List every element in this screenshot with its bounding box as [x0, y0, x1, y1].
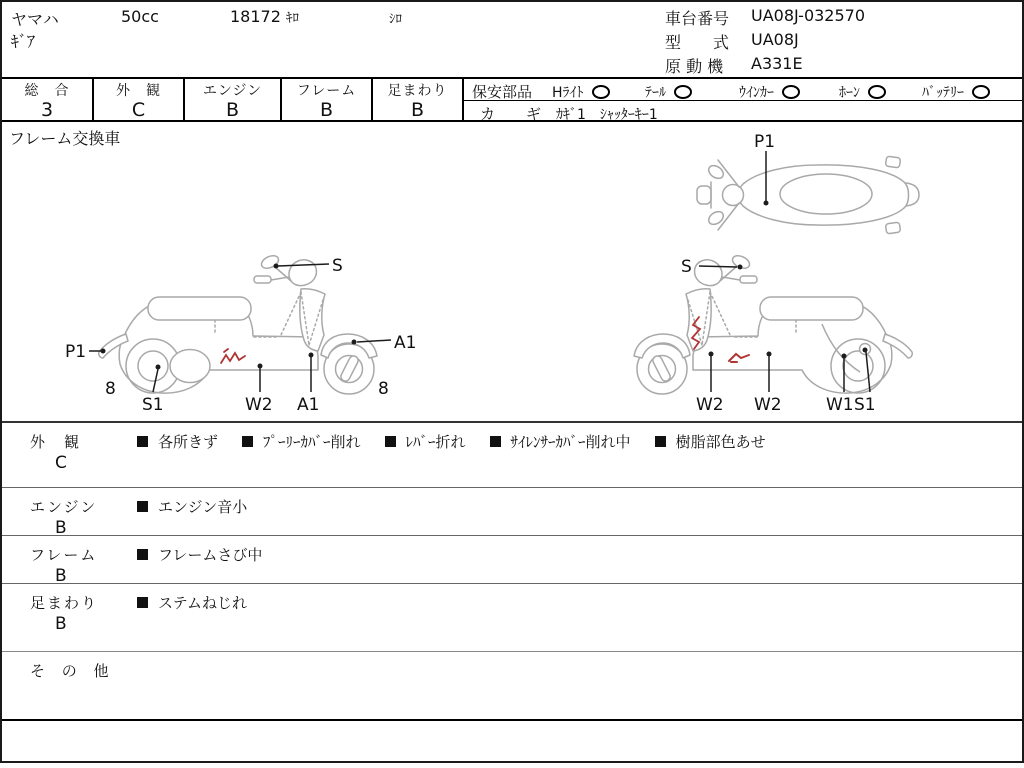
safety-parts-row	[464, 79, 1022, 101]
maker-name: ヤマハ	[11, 10, 59, 29]
section-other	[2, 651, 1022, 719]
section-grade: C	[55, 453, 67, 473]
safety-item-name: ﾎｰﾝ	[839, 85, 860, 101]
mileage	[230, 7, 299, 26]
defect-list	[137, 431, 766, 452]
defect-text: ｻｲﾚﾝｻｰｶﾊﾞｰ削れ中	[510, 433, 631, 451]
defect-text: エンジン音小	[158, 498, 248, 516]
model-name: ｷﾞｱ	[11, 32, 36, 51]
section-engine	[2, 487, 1022, 538]
section-label: エンジン	[30, 498, 98, 516]
defect-item	[242, 431, 361, 452]
defect-item	[490, 431, 631, 452]
scooter-top-view	[697, 156, 919, 234]
section-label: フレーム	[30, 546, 98, 564]
defect-bullet-icon	[655, 436, 666, 447]
blank-row	[2, 719, 1022, 759]
defect-bullet-icon	[490, 436, 501, 447]
section-grade: B	[55, 518, 67, 538]
scooter-left-side-view	[634, 253, 912, 394]
grade-value: C	[131, 99, 146, 121]
engine-label: 原 動 機	[665, 57, 724, 76]
section-exterior	[2, 421, 1022, 487]
panel-label-a1: A1	[394, 333, 417, 353]
safety-item-name: ｳｲﾝｶｰ	[739, 85, 774, 101]
panel-label-8: 8	[105, 379, 116, 399]
section-label: 外 観	[30, 433, 82, 451]
status-ok-circle-icon	[972, 85, 990, 99]
safety-item-horn	[839, 82, 886, 102]
status-ok-circle-icon	[674, 85, 692, 99]
defect-bullet-icon	[242, 436, 253, 447]
displacement: 50cc	[121, 7, 159, 26]
grade-row	[2, 77, 1022, 122]
defect-text: 各所きず	[158, 433, 219, 451]
key-row	[464, 101, 1022, 123]
safety-item-headlight	[552, 82, 610, 102]
muffler	[170, 350, 210, 383]
grade-cell-undercarriage	[373, 79, 464, 120]
panel-label-w2: W2	[245, 395, 273, 415]
type-label: 型 式	[665, 33, 730, 52]
grade-value: 3	[40, 99, 54, 121]
grade-label: 外 観	[116, 83, 161, 99]
chassis-number-row	[665, 6, 865, 29]
section-label: そ の 他	[30, 662, 115, 680]
grade-value: B	[225, 99, 240, 121]
grade-cell-exterior	[94, 79, 185, 120]
panel-label-w1: W1	[826, 395, 854, 415]
rear-peg	[885, 156, 900, 168]
safety-item-tail	[645, 82, 692, 102]
section-grade: B	[55, 566, 67, 586]
defect-list	[137, 544, 262, 565]
defect-item	[137, 496, 247, 517]
grade-label: 総 合	[24, 83, 70, 99]
safety-item-name: ﾃｰﾙ	[645, 85, 666, 101]
defect-bullet-icon	[137, 501, 148, 512]
safety-item-battery	[922, 82, 990, 102]
chassis-value: UA08J-032570	[751, 6, 866, 25]
status-ok-circle-icon	[782, 85, 800, 99]
panel-label-a1: A1	[297, 395, 320, 415]
type-value: UA08J	[751, 30, 799, 49]
defect-item	[137, 431, 218, 452]
defect-list	[137, 496, 247, 517]
status-ok-circle-icon	[868, 85, 886, 99]
defect-bullet-icon	[137, 549, 148, 560]
panel-label-s1: S1	[142, 395, 164, 415]
steering-column	[723, 185, 744, 206]
defect-bullet-icon	[385, 436, 396, 447]
panel-label-p1: P1	[754, 132, 776, 152]
rear-peg	[885, 222, 900, 234]
defect-text: 樹脂部色あせ	[675, 433, 766, 451]
safety-parts-section	[464, 79, 1022, 123]
key-value: ｶｷﾞ1 ｼｬｯﾀｰｷｰ1	[556, 107, 658, 123]
grade-cell-frame	[282, 79, 373, 120]
safety-item-winker	[739, 82, 800, 102]
grade-cell-overall	[2, 79, 94, 120]
safety-parts-label: 保安部品	[472, 83, 533, 101]
panel-label-w2: W2	[696, 395, 724, 415]
top-front-wheel	[697, 186, 711, 204]
mileage-unit: ｷﾛ	[286, 11, 299, 26]
mileage-value: 18172	[230, 7, 281, 26]
panel-label-w2: W2	[754, 395, 782, 415]
key-label: カ ギ	[480, 105, 550, 123]
damage-diagram	[2, 122, 1022, 421]
section-label: 足まわり	[30, 594, 99, 612]
frame-replacement-note: フレーム交換車	[9, 129, 121, 148]
defect-bullet-icon	[137, 436, 148, 447]
section-grade: B	[55, 614, 67, 634]
defect-text: ﾚﾊﾞｰ折れ	[405, 433, 466, 451]
grade-label: 足まわり	[387, 83, 448, 99]
panel-label-s: S	[681, 257, 692, 277]
grade-label: エンジン	[202, 83, 263, 99]
defect-text: ステムねじれ	[158, 594, 247, 612]
defect-list	[137, 592, 247, 613]
section-frame	[2, 535, 1022, 586]
engine-value: A331E	[751, 54, 803, 73]
scooter-diagram-svg	[2, 122, 1022, 421]
grade-value: B	[319, 99, 334, 121]
section-undercarriage	[2, 583, 1022, 651]
panel-label-8: 8	[378, 379, 389, 399]
defect-item	[655, 431, 766, 452]
top-seat	[780, 174, 872, 214]
body-color: ｼﾛ	[389, 12, 402, 27]
panel-label-s1: S1	[854, 395, 876, 415]
engine-row	[665, 54, 803, 77]
grade-cell-engine	[185, 79, 282, 120]
defect-item	[137, 592, 247, 613]
panel-label-s: S	[332, 256, 343, 276]
defect-text: フレームさび中	[158, 546, 263, 564]
grade-label: フレーム	[296, 83, 357, 99]
status-ok-circle-icon	[592, 85, 610, 99]
defect-item	[137, 544, 262, 565]
panel-label-p1: P1	[65, 342, 87, 362]
safety-item-name: ﾊﾞｯﾃﾘｰ	[922, 85, 964, 101]
chassis-label: 車台番号	[665, 9, 730, 28]
defect-bullet-icon	[137, 597, 148, 608]
defect-text: ﾌﾟｰﾘｰｶﾊﾞｰ削れ	[263, 433, 361, 451]
type-row	[665, 30, 799, 53]
defect-item	[385, 431, 466, 452]
grade-value: B	[410, 99, 425, 121]
header	[2, 2, 1022, 77]
safety-item-name: Hﾗｲﾄ	[552, 85, 584, 101]
